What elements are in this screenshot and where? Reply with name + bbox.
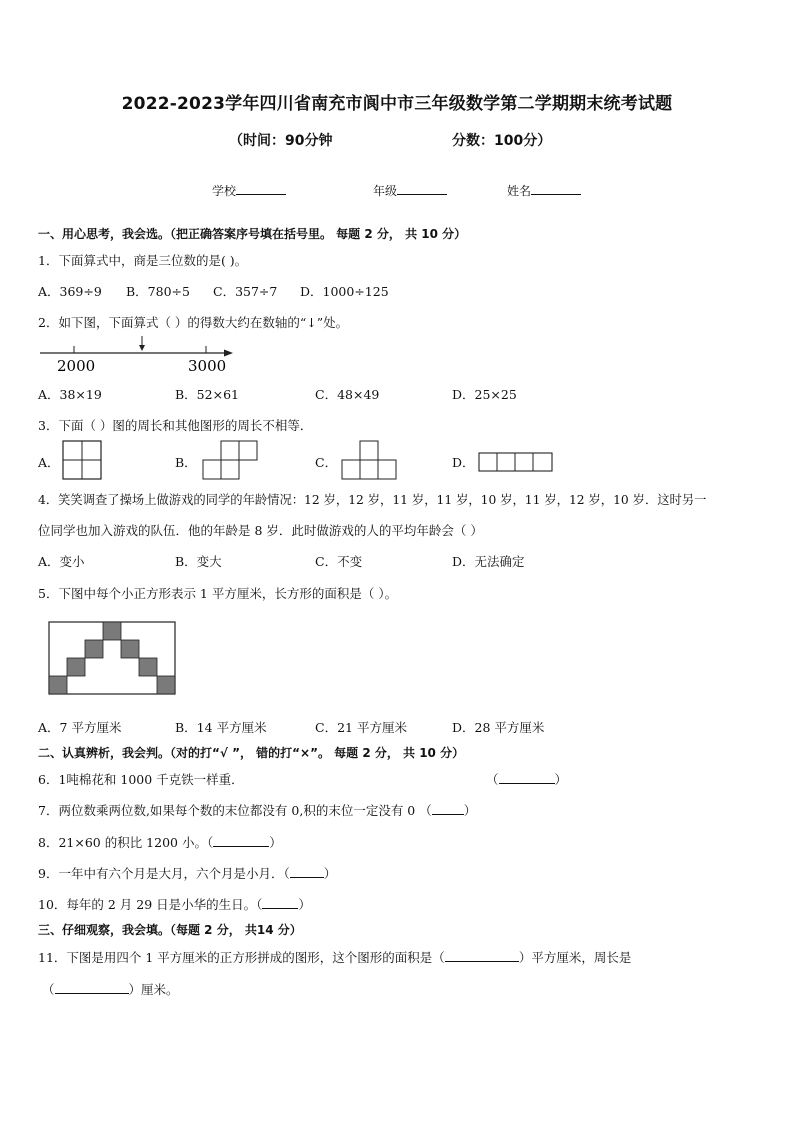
q6-paren-close: ） — [554, 772, 568, 787]
question-10 — [38, 895, 311, 913]
q7-text: 7．两位数乘两位数,如果每个数的末位都没有 0,积的末位一定没有 0 （ — [38, 803, 432, 818]
question-5: 5．下图中每个小正方形表示 1 平方厘米，长方形的面积是（ ）。 — [38, 586, 398, 601]
question-11-line-1 — [38, 948, 631, 966]
q3-option-a[interactable]: A． — [38, 455, 60, 470]
q5-option-c[interactable]: C．21 平方厘米 — [315, 720, 407, 735]
q5-staircase-figure — [48, 621, 178, 697]
exam-time: （时间：90分钟 — [229, 133, 333, 149]
q5-option-a[interactable]: A．7 平方厘米 — [38, 720, 122, 735]
q9-paren-close: ） — [323, 866, 337, 881]
q5-option-b[interactable]: B．14 平方厘米 — [175, 720, 267, 735]
q7-answer-blank[interactable] — [432, 802, 464, 815]
q1-option-b[interactable]: B．780÷5 — [126, 284, 190, 299]
question-1: 1．下面算式中，商是三位数的是( )。 — [38, 253, 248, 268]
name-field[interactable] — [507, 182, 581, 199]
q6-answer-field[interactable] — [486, 770, 567, 788]
name-label: 姓名 — [507, 184, 532, 198]
q10-paren-close: ） — [298, 897, 311, 912]
number-line-figure — [38, 333, 238, 375]
question-4-line-1: 4．笑笑调查了操场上做游戏的同学的年龄情况：12 岁，12 岁，11 岁，11 岁，10 岁，11 岁，12 岁，10 岁．这时另一 — [38, 493, 707, 507]
q11-text-b: ）平方厘米，周长是 — [518, 950, 632, 965]
q1-option-a[interactable]: A．369÷9 — [38, 284, 102, 299]
q5-option-d[interactable]: D．28 平方厘米 — [452, 720, 545, 735]
q10-text: 10．每年的 2 月 29 日是小华的生日。（ — [38, 897, 263, 912]
q3-figure-d — [478, 451, 554, 473]
section-3-heading: 三、仔细观察，我会填。（每题 2 分， 共14 分） — [38, 923, 302, 937]
name-blank[interactable] — [531, 182, 581, 195]
exam-score: 分数：100分） — [452, 133, 552, 149]
q9-text: 9．一年中有六个月是大月，六个月是小月．（ — [38, 866, 290, 881]
page-title: 2022-2023学年四川省南充市阆中市三年级数学第二学期期末统考试题 — [121, 94, 673, 114]
down-arrow-head — [139, 345, 145, 351]
grade-blank[interactable] — [397, 182, 447, 195]
grade-field[interactable] — [373, 182, 447, 199]
axis-label-2000: 2000 — [57, 357, 96, 375]
q3-option-b[interactable]: B． — [175, 455, 197, 470]
question-9 — [38, 864, 336, 882]
q4-option-a[interactable]: A．变小 — [38, 554, 85, 569]
q7-paren-close: ） — [463, 803, 477, 818]
q2-option-c[interactable]: C．48×49 — [315, 387, 380, 402]
q8-paren-close: ） — [269, 835, 282, 850]
q1-option-c[interactable]: C．357÷7 — [213, 284, 278, 299]
school-field[interactable] — [212, 182, 286, 199]
q11-area-blank[interactable] — [445, 949, 519, 962]
q11-perimeter-blank[interactable] — [55, 981, 129, 994]
q6-answer-blank[interactable] — [499, 771, 555, 784]
q3-figure-b — [201, 440, 261, 482]
q4-option-b[interactable]: B．变大 — [175, 554, 222, 569]
question-8 — [38, 833, 282, 851]
q2-option-b[interactable]: B．52×61 — [175, 387, 239, 402]
q4-option-c[interactable]: C．不变 — [315, 554, 363, 569]
q8-text: 8．21×60 的积比 1200 小。（ — [38, 835, 214, 850]
q9-answer-blank[interactable] — [290, 865, 324, 878]
question-6: 6．1吨棉花和 1000 千克铁一样重． — [38, 772, 244, 787]
grade-label: 年级 — [373, 184, 398, 198]
q2-option-a[interactable]: A．38×19 — [38, 387, 102, 402]
q3-option-c[interactable]: C． — [315, 455, 338, 470]
number-line-arrowhead — [224, 350, 233, 357]
q8-answer-blank[interactable] — [213, 834, 269, 847]
question-4-line-2: 位同学也加入游戏的队伍．他的年龄是 8 岁．此时做游戏的人的平均年龄会（ ） — [38, 523, 483, 538]
question-7 — [38, 801, 476, 819]
q6-paren-open: （ — [486, 772, 499, 787]
section-2-heading: 二、认真辨析，我会判。（对的打“√ ”， 错的打“×”。 每题 2 分， 共 10 分） — [38, 746, 465, 760]
q3-option-d[interactable]: D． — [452, 455, 475, 470]
q4-option-d[interactable]: D．无法确定 — [452, 554, 525, 569]
axis-label-3000: 3000 — [188, 357, 227, 375]
school-blank[interactable] — [236, 182, 286, 195]
question-3: 3．下面（ ）图的周长和其他图形的周长不相等． — [38, 418, 313, 433]
question-11-line-2 — [42, 980, 179, 998]
question-2: 2．如下图，下面算式（ ）的得数大约在数轴的“↓”处。 — [38, 315, 349, 330]
q10-answer-blank[interactable] — [262, 896, 298, 909]
q2-option-d[interactable]: D．25×25 — [452, 387, 517, 402]
q1-option-d[interactable]: D．1000÷125 — [300, 284, 389, 299]
q3-figure-a — [62, 440, 104, 482]
q3-figure-c — [340, 440, 400, 482]
q11-text-d: ）厘米。 — [128, 982, 179, 997]
q11-text-c: （ — [42, 982, 55, 997]
school-label: 学校 — [212, 184, 237, 198]
section-1-heading: 一、用心思考，我会选。（把正确答案序号填在括号里。 每题 2 分， 共 10 分） — [38, 227, 467, 241]
q11-text-a: 11．下图是用四个 1 平方厘米的正方形拼成的图形，这个图形的面积是（ — [38, 950, 445, 965]
